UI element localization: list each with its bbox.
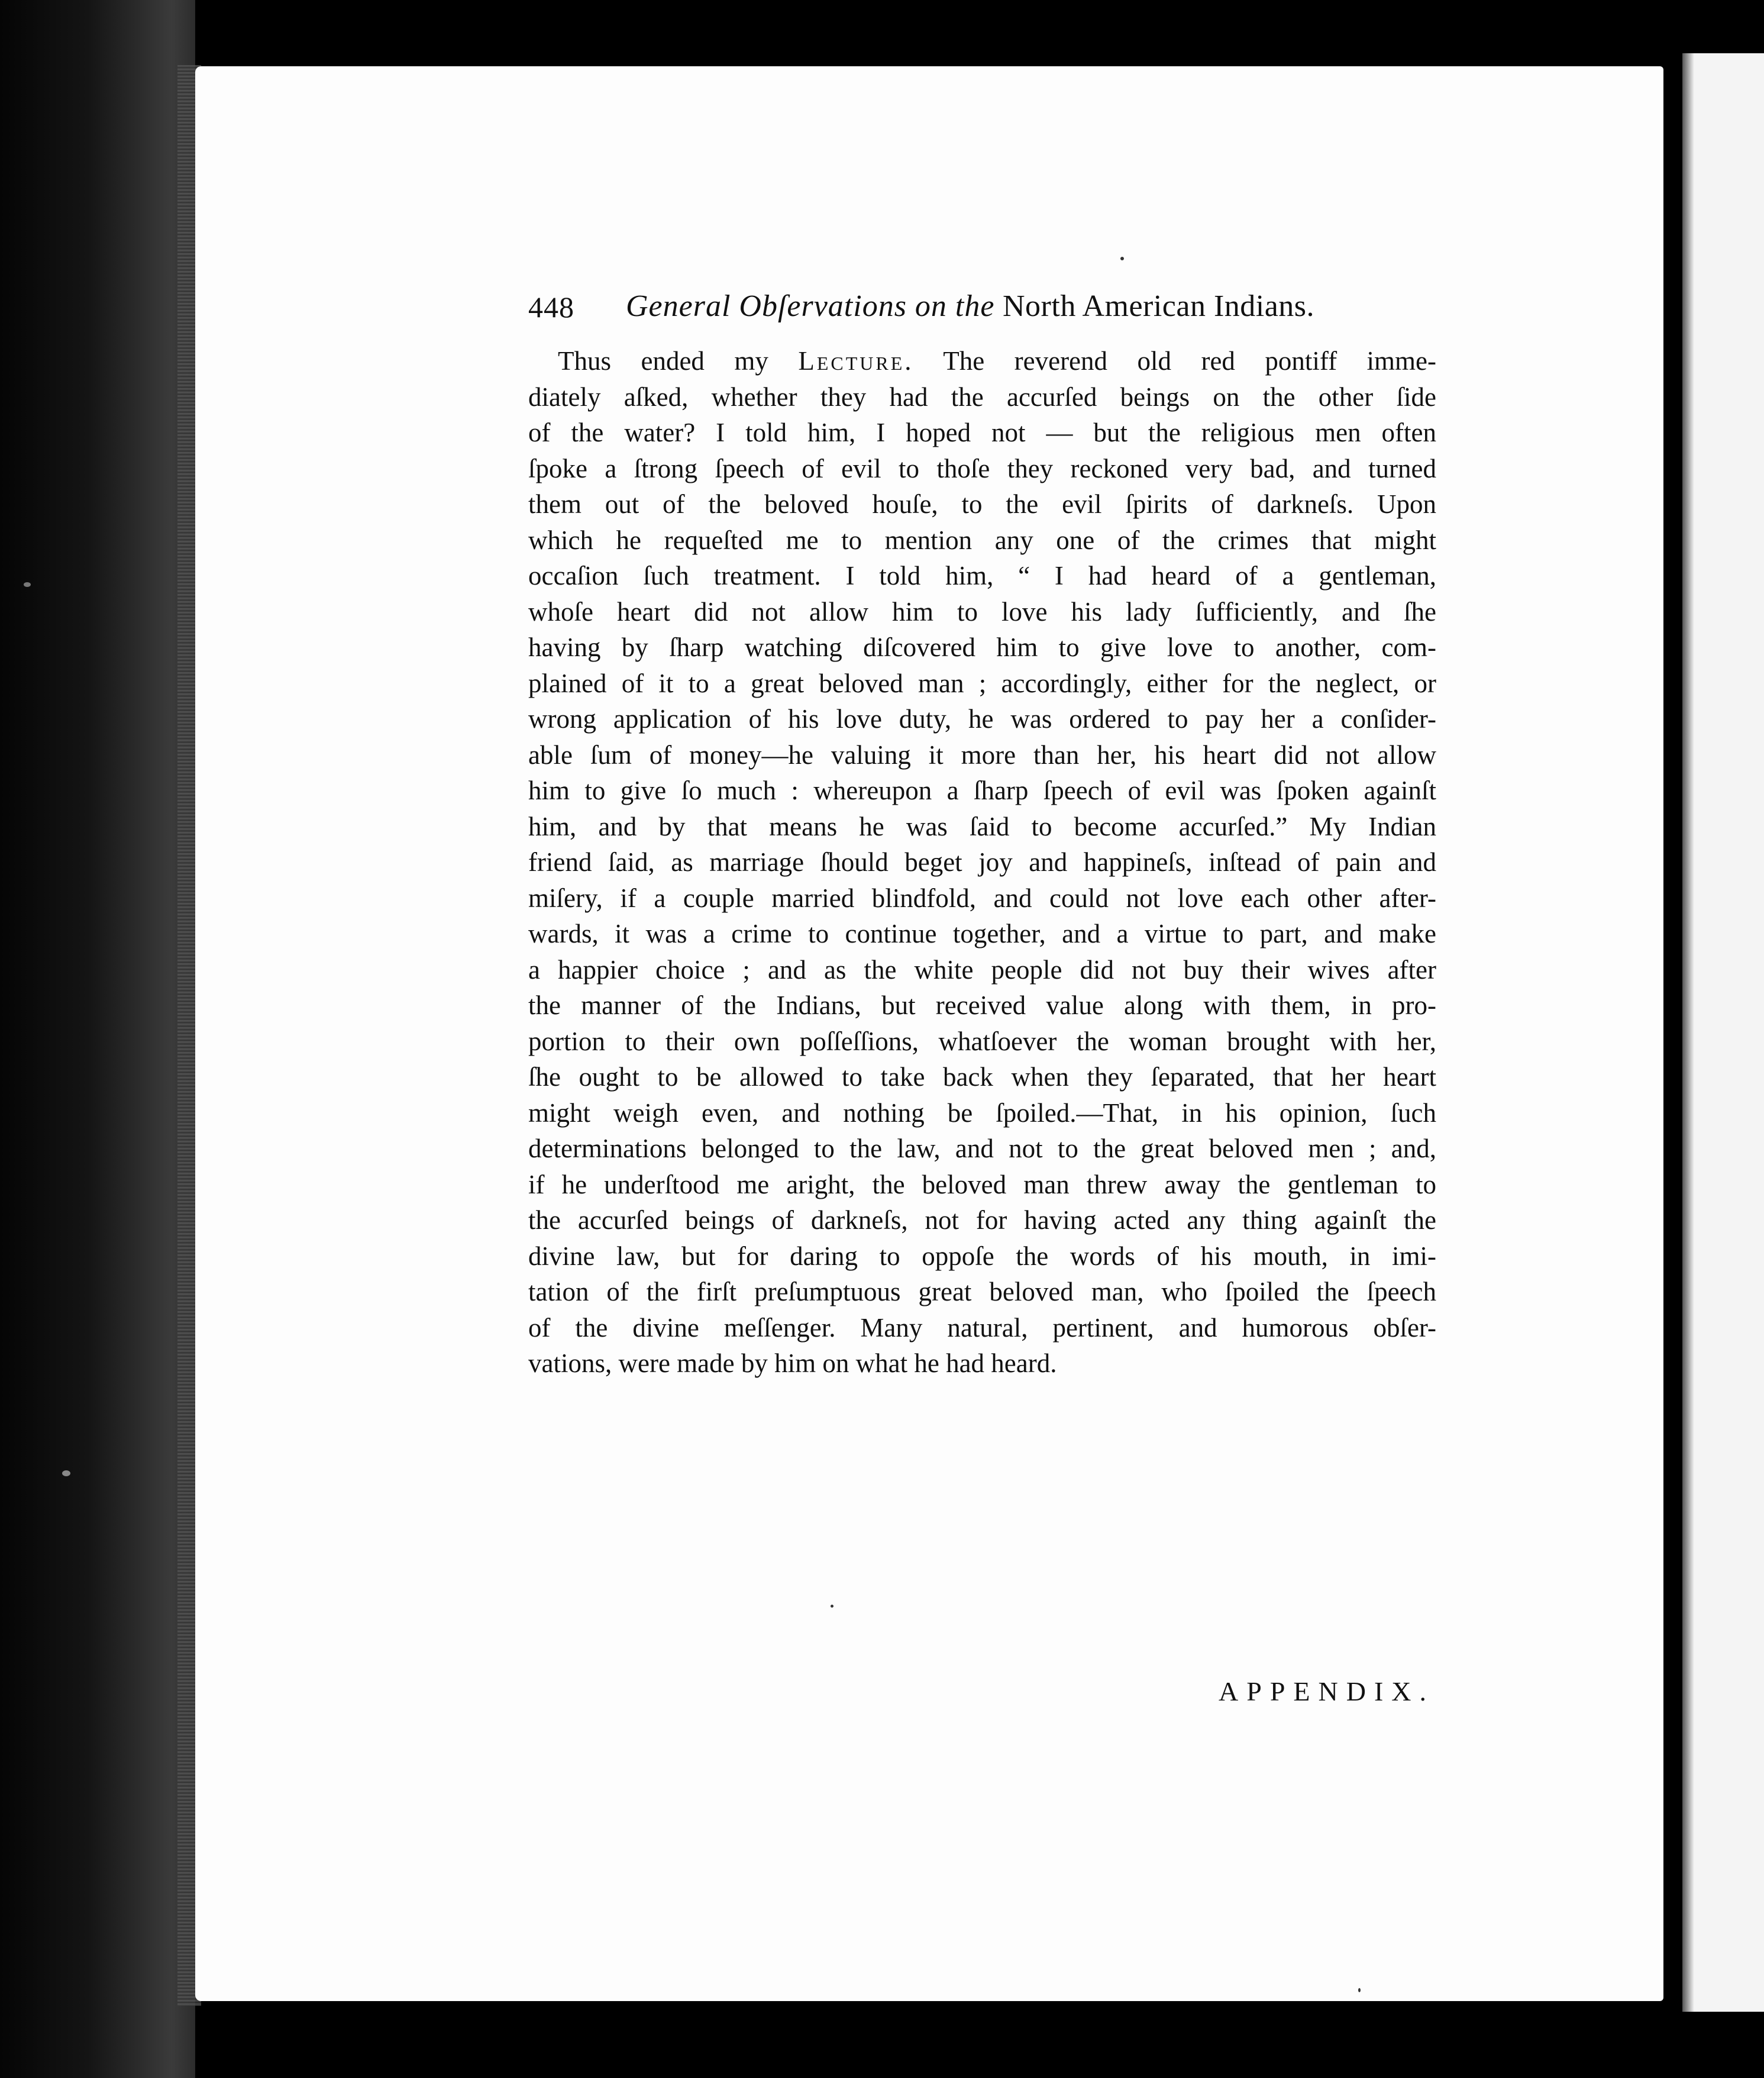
- running-title-italic: General Obſervations on the: [626, 289, 995, 323]
- text-line: the accurſed beings of darkneſs, not for having acted any thing againſt the: [528, 1205, 1436, 1235]
- text-line: determinations belonged to the law, and not to the great beloved men ; and,: [528, 1134, 1436, 1163]
- running-title-roman: North American Indians.: [1003, 289, 1315, 323]
- body-paragraph: [528, 343, 1436, 1382]
- text-line: miſery, if a couple married blindfold, and could not love each other after-: [528, 883, 1436, 913]
- ink-speck: [1120, 257, 1124, 260]
- text-line: plained of it to a great beloved man ; accordingly, either for the neglect, or: [528, 668, 1436, 698]
- ink-speck: [62, 1470, 70, 1476]
- lead-words: Thus ended my: [558, 346, 768, 376]
- text-line: which he requeſted me to mention any one of the crimes that might: [528, 525, 1436, 555]
- gutter-gap: [1663, 53, 1682, 2012]
- facing-page: [1682, 53, 1764, 2012]
- ink-speck: [831, 1605, 833, 1608]
- text-line: able ſum of money—he valuing it more than her, his heart did not allow: [528, 740, 1436, 770]
- text-line: occaſion ſuch treatment. I told him, “ I had heard of a gentleman,: [528, 561, 1436, 591]
- catchword-appendix: APPENDIX.: [1219, 1676, 1435, 1706]
- text-line: friend ſaid, as marriage ſhould beget joy and happineſs, inſtead of pain and: [528, 847, 1436, 877]
- ink-speck: [24, 582, 31, 587]
- text-line: diately aſked, whether they had the accurſed beings on the other ſide: [528, 382, 1436, 412]
- first-line-rest: The reverend old red pontiff imme-: [943, 346, 1436, 376]
- book-binding: [0, 0, 195, 2078]
- text-line: him to give ſo much : whereupon a ſharp ſpeech of evil was ſpoken againſt: [528, 776, 1436, 805]
- text-line: them out of the beloved houſe, to the evil ſpirits of darkneſs. Upon: [528, 489, 1436, 519]
- text-line: having by ſharp watching diſcovered him to give love to another, com-: [528, 633, 1436, 662]
- text-line: [528, 343, 1436, 379]
- text-line: a happier choice ; and as the white people did not buy their wives after: [528, 954, 1436, 985]
- lecture-smallcaps: Lecture.: [798, 346, 914, 376]
- text-line: might weigh even, and nothing be ſpoiled.—That, in his opinion, ſuch: [528, 1098, 1436, 1128]
- text-line: wards, it was a crime to continue together, and a virtue to part, and make: [528, 919, 1436, 948]
- text-line: tation of the firſt preſumptuous great beloved man, who ſpoiled the ſpeech: [528, 1277, 1436, 1306]
- text-line: ſpoke a ſtrong ſpeech of evil to thoſe they reckoned very bad, and turned: [528, 453, 1436, 483]
- text-line: whoſe heart did not allow him to love his lady ſufficiently, and ſhe: [528, 596, 1436, 627]
- text-line-last: vations, were made by him on what he had heard.: [528, 1348, 1057, 1378]
- text-line: him, and by that means he was ſaid to become accurſed.” My Indian: [528, 811, 1436, 841]
- page-number: 448: [528, 291, 574, 324]
- text-line: wrong application of his love duty, he was ordered to pay her a conſider-: [528, 704, 1436, 734]
- text-line: divine law, but for daring to oppoſe the words of his mouth, in imi-: [528, 1241, 1436, 1271]
- text-line: the manner of the Indians, but received value along with them, in pro-: [528, 990, 1436, 1020]
- text-line: portion to their own poſſeſſions, whatſoever the woman brought with her,: [528, 1026, 1436, 1056]
- text-line: of the divine meſſenger. Many natural, pertinent, and humorous obſer-: [528, 1312, 1436, 1343]
- facing-page-shadow: [1682, 53, 1694, 2012]
- text-line: of the water? I told him, I hoped not — but the religious men often: [528, 418, 1436, 447]
- ink-speck: [1358, 1988, 1361, 1992]
- text-line: ſhe ought to be allowed to take back when they ſeparated, that her heart: [528, 1062, 1436, 1092]
- running-header: [528, 283, 1345, 330]
- text-line: if he underſtood me aright, the beloved man threw away the gentleman to: [528, 1169, 1436, 1199]
